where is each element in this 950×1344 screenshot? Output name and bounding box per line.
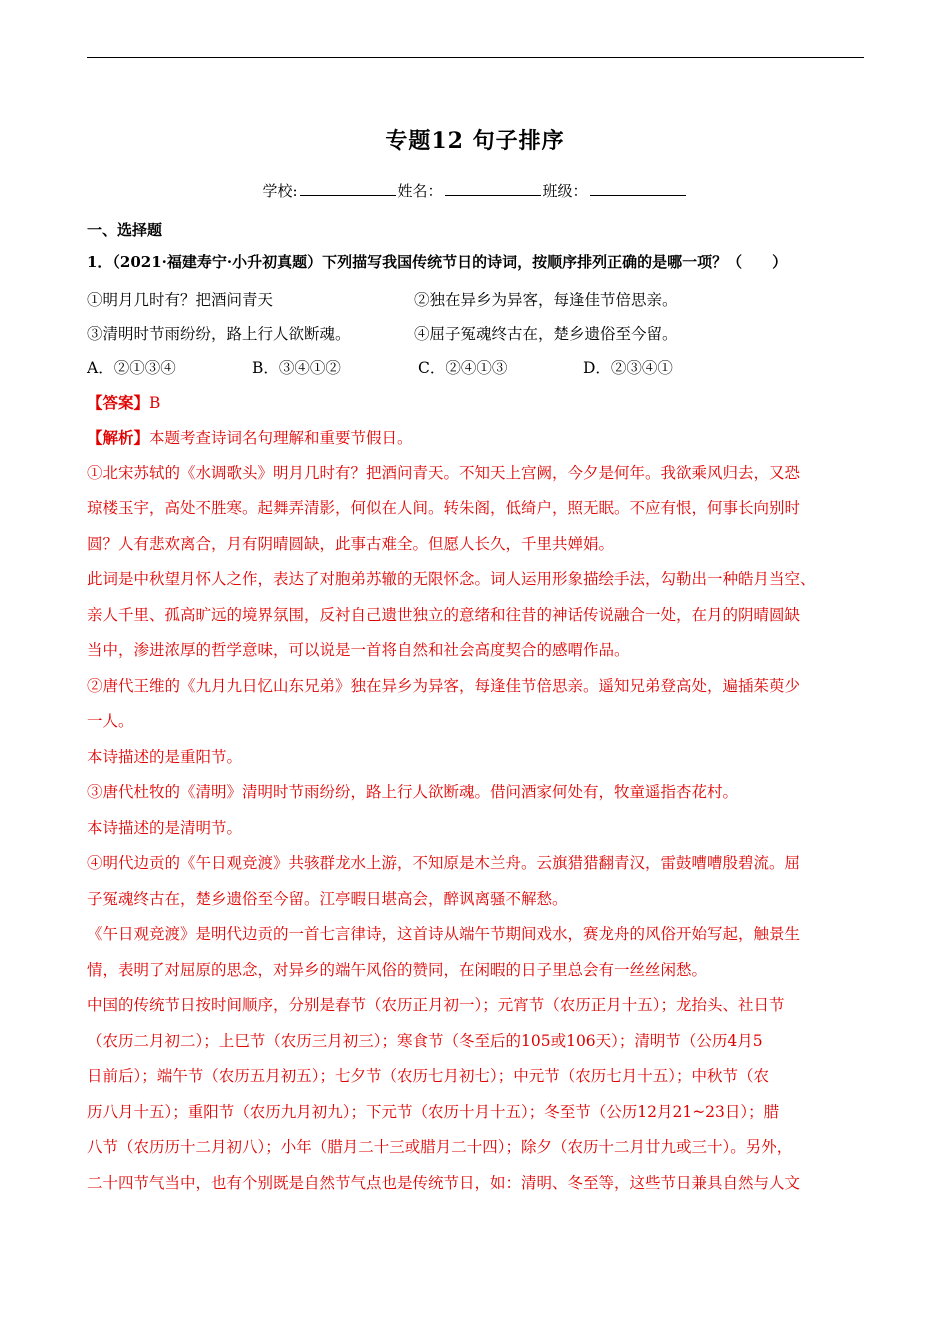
analysis-line: 日前后）；端午节（农历五月初五）；七夕节（农历七月初七）；中元节（农历七月十五）；中秋节（农: [87, 1067, 770, 1085]
analysis-line: ④明代边贡的《午日观竞渡》共骇群龙水上游，不知原是木兰舟。云旗猎猎翻青汉，雷鼓嘈嘈殷碧流。屈: [87, 854, 801, 872]
analysis-line: 琼楼玉宇，高处不胜寒。起舞弄清影，何似在人间。转朱阁，低绮户，照无眠。不应有恨，何事长向别时: [87, 499, 801, 517]
analysis-line: 《午日观竞渡》是明代边贡的一首七言律诗，这首诗从端午节期间戏水，赛龙舟的风俗开始写起，触景生: [87, 925, 801, 943]
school-blank: [300, 181, 396, 196]
analysis-tag: 【解析】: [87, 428, 150, 447]
analysis-line: 二十四节气当中，也有个别既是自然节气点也是传统节日，如：清明、冬至等，这些节日兼具自然与人文: [87, 1173, 801, 1192]
answer-value: B: [149, 394, 161, 412]
choice-c: C．②④①③: [418, 359, 508, 377]
choice-d: D．②③④①: [583, 359, 673, 377]
analysis-line: 八节（农历历十二月初八）；小年（腊月二十三或腊月二十四）；除夕（农历十二月廿九或三十）。另外，: [87, 1138, 793, 1156]
analysis-intro-line: [87, 420, 867, 456]
choice-a: A．②①③④: [87, 359, 176, 377]
analysis-line: 一人。: [87, 712, 134, 730]
analysis-line: 圆？人有悲欢离合，月有阴晴圆缺，此事古难全。但愿人长久，千里共婵娟。: [87, 534, 615, 553]
answer-line: [87, 391, 160, 413]
analysis-line: ②唐代王维的《九月九日忆山东兄弟》独在异乡为异客，每逢佳节倍思亲。遥知兄弟登高处，遍插茱萸少: [87, 676, 801, 695]
name-blank: [445, 181, 541, 196]
page-title: 专题12 句子排序: [385, 128, 565, 154]
poem-3: ③清明时节雨纷纷，路上行人欲断魂。: [87, 325, 351, 343]
header-rule: [87, 57, 864, 58]
question-stem: 1．（2021·福建寿宁·小升初真题）下列描写我国传统节日的诗词，按顺序排列正确的是哪一项？（ ）: [87, 253, 788, 271]
analysis-line: 本诗描述的是清明节。: [87, 818, 243, 837]
analysis-line: 历八月十五）；重阳节（农历九月初九）；下元节（农历十月十五）；冬至节（公历12月21~23日）；腊: [87, 1102, 780, 1121]
analysis-line: ①北宋苏轼的《水调歌头》明月几时有？把酒问青天。不知天上宫阙，今夕是何年。我欲乘风归去，又恐: [87, 463, 801, 482]
school-label: 学校:: [262, 182, 298, 200]
class-blank: [590, 181, 686, 196]
poem-4: ④屈子冤魂终古在，楚乡遗俗至今留。: [414, 325, 678, 343]
analysis-line: 情，表明了对屈原的思念，对异乡的端午风俗的赞同，在闲暇的日子里总会有一丝丝闲愁。: [87, 960, 708, 979]
poem-1: ①明月几时有？把酒问青天: [87, 291, 274, 309]
choice-b: B．③④①②: [252, 359, 341, 377]
student-info-line: [0, 180, 950, 201]
analysis-block: [87, 420, 867, 1201]
poem-2: ②独在异乡为异客，每逢佳节倍思亲。: [414, 291, 678, 309]
analysis-line: 亲人千里、孤高旷远的境界氛围，反衬自己遗世独立的意绪和往昔的神话传说融合一处，在月的阴晴圆缺: [87, 605, 801, 624]
analysis-line: ③唐代杜牧的《清明》清明时节雨纷纷，路上行人欲断魂。借问酒家何处有，牧童遥指杏花村。: [87, 783, 739, 801]
analysis-line: 当中，渗进浓厚的哲学意味，可以说是一首将自然和社会高度契合的感喟作品。: [87, 641, 630, 659]
analysis-line: （农历二月初二）；上巳节（农历三月初三）；寒食节（冬至后的105或106天）；清明节（公历4月5: [87, 1031, 763, 1050]
analysis-line: 中国的传统节日按时间顺序，分别是春节（农历正月初一）；元宵节（农历正月十五）；龙抬头、社日节: [87, 996, 785, 1014]
name-label: 姓名：: [397, 182, 443, 200]
analysis-line: 子冤魂终古在，楚乡遗俗至今留。江亭暇日堪高会，醉讽离骚不解愁。: [87, 889, 568, 908]
answer-tag: 【答案】: [87, 393, 150, 412]
analysis-line: 本诗描述的是重阳节。: [87, 747, 243, 766]
section-heading: 一、选择题: [87, 221, 163, 239]
analysis-line: 此词是中秋望月怀人之作，表达了对胞弟苏辙的无限怀念。词人运用形象描绘手法，勾勒出一种皓月当空、: [87, 570, 816, 588]
class-label: 班级：: [542, 182, 588, 200]
analysis-intro: 本题考查诗词名句理解和重要节假日。: [149, 429, 413, 447]
